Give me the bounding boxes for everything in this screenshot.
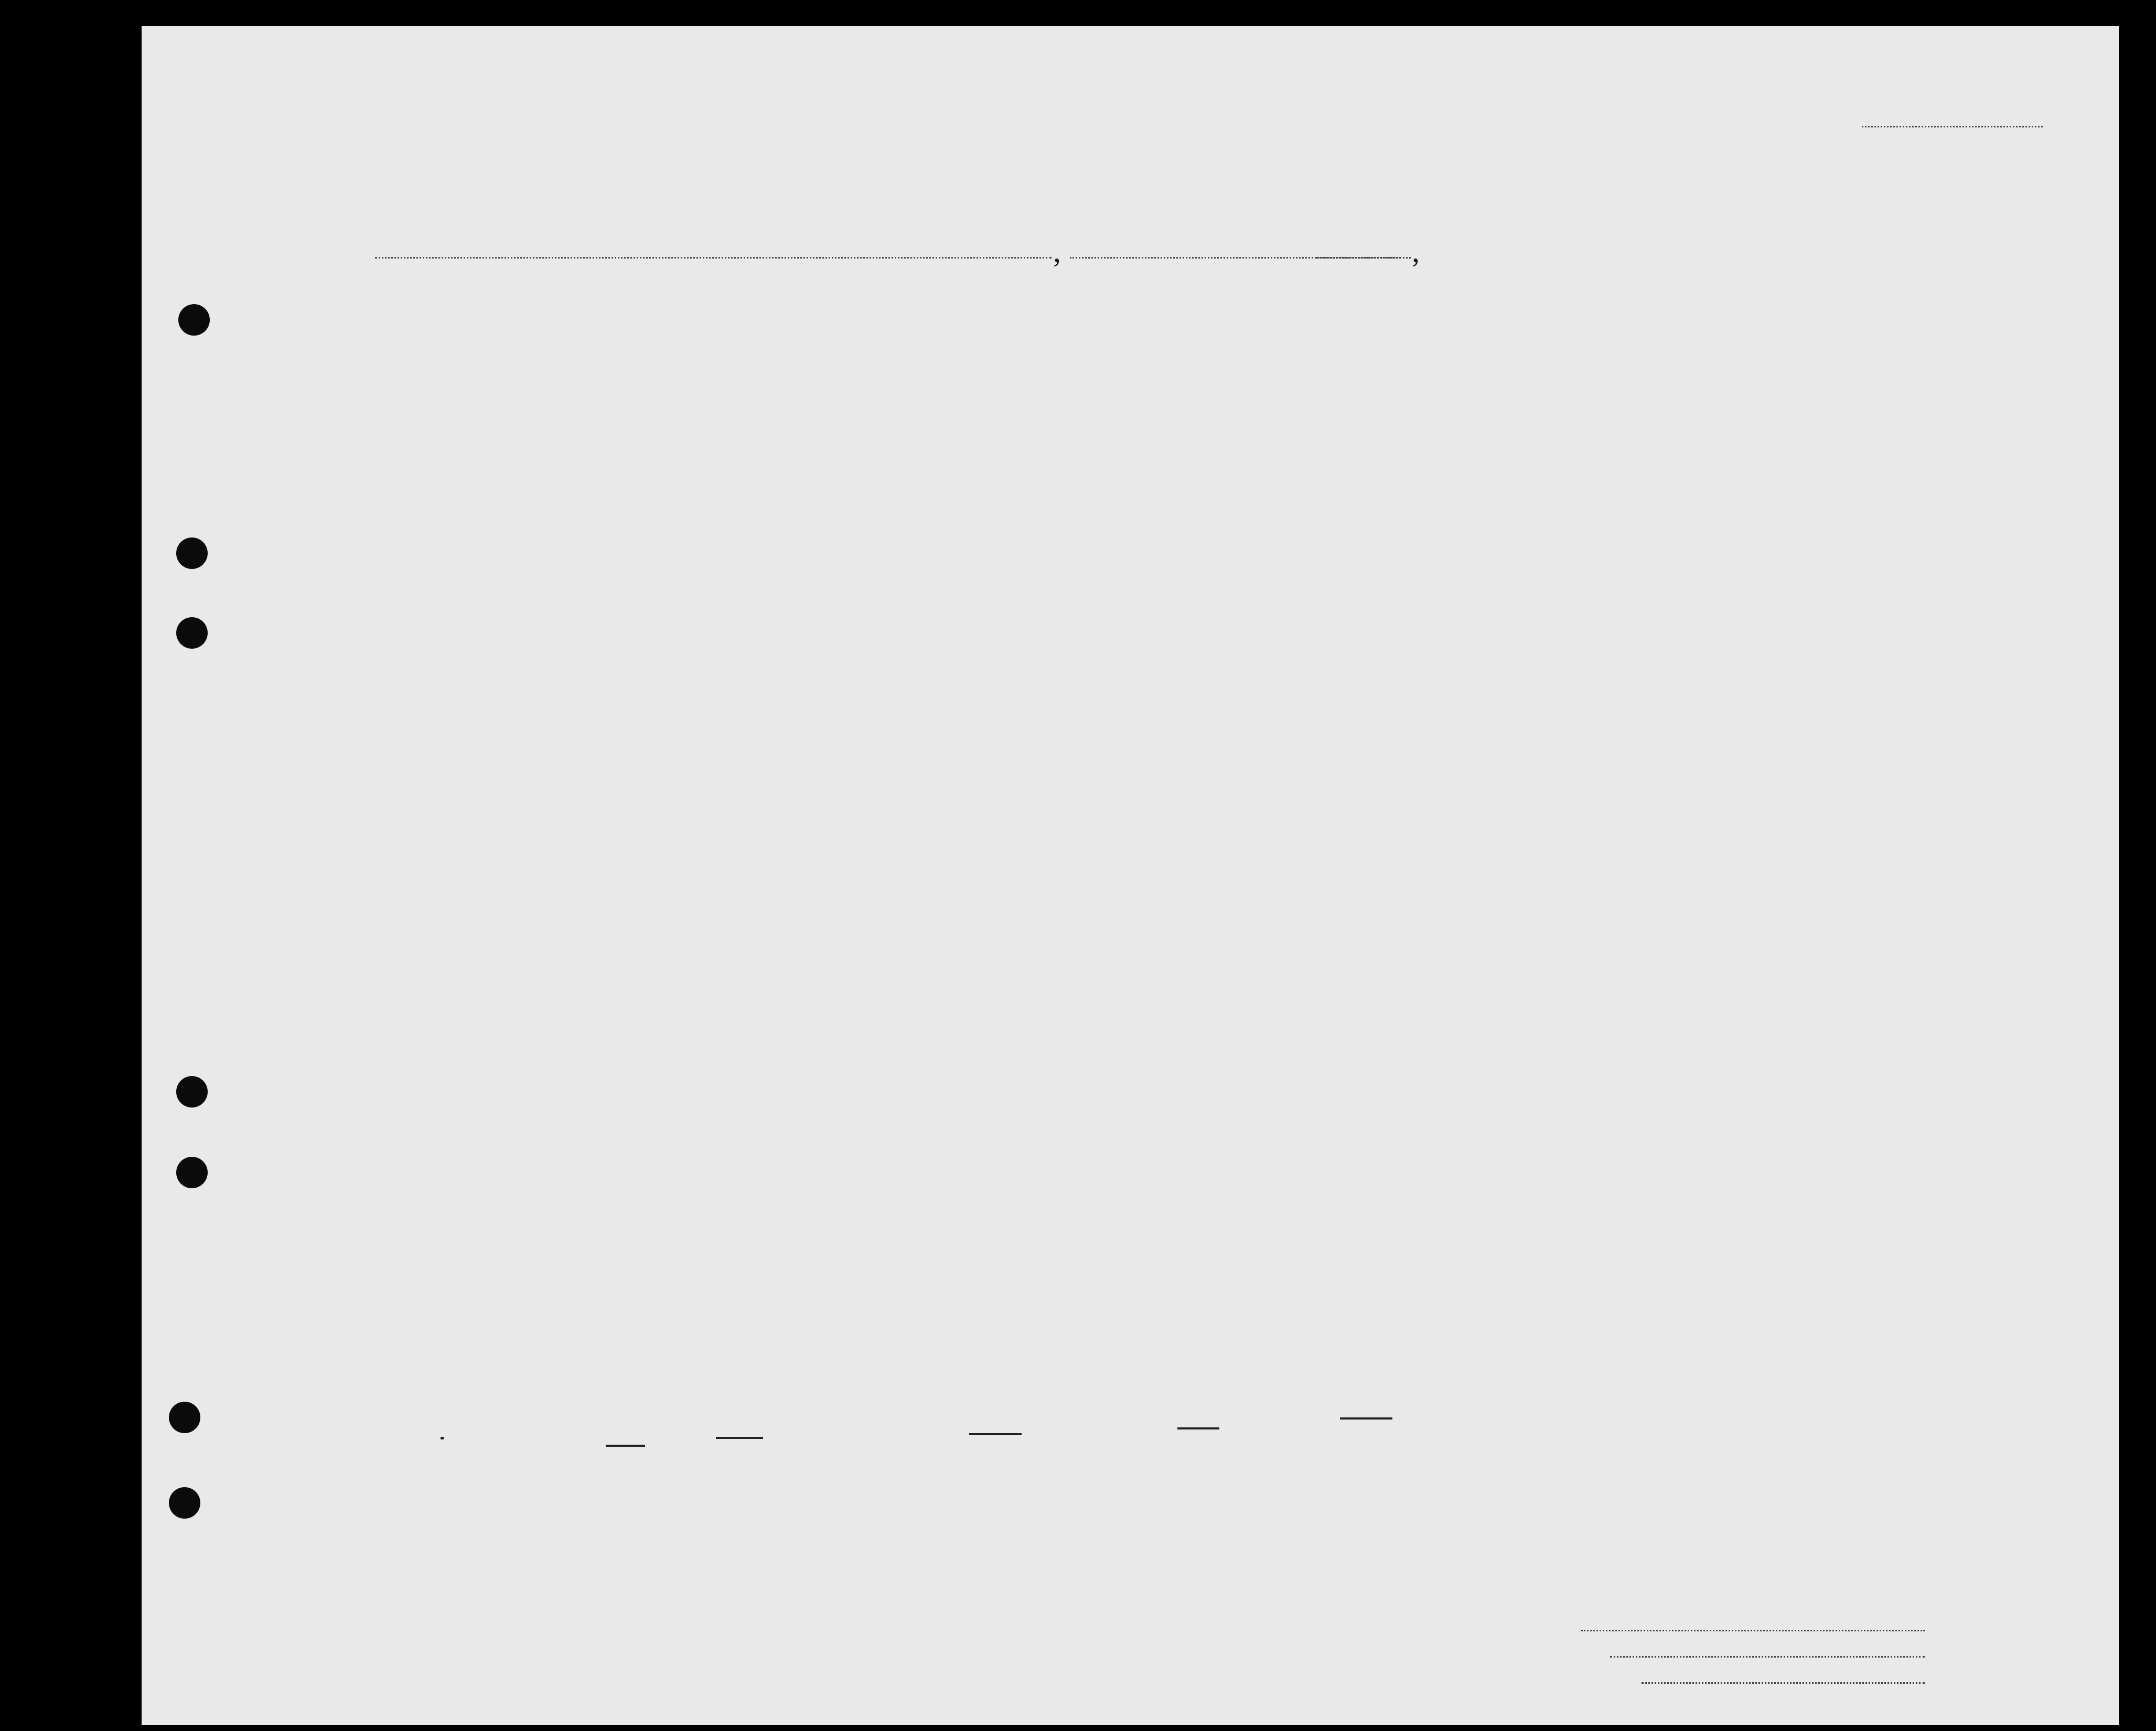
col31-header [1558, 302, 1579, 430]
col19-header [619, 299, 645, 427]
col27-header [1416, 302, 1435, 430]
col30-header [1531, 302, 1552, 430]
col28-header [1442, 302, 1489, 430]
comma-separator-2: , [1412, 234, 1420, 268]
col25-header [1348, 302, 1379, 430]
ink-mark [606, 1445, 645, 1447]
col24-citizen-header [1314, 325, 1337, 430]
ink-mark [1340, 1417, 1392, 1420]
ink-mark [969, 1433, 1022, 1435]
punch-hole [176, 617, 208, 649]
col34-inches [1746, 383, 1770, 430]
col24-return-header [1235, 325, 1282, 430]
comma-separator: , [1053, 234, 1061, 268]
ink-mark [441, 1437, 444, 1439]
punch-hole [176, 1157, 208, 1188]
table-grid [142, 26, 2119, 1725]
punch-hole [176, 537, 208, 569]
owners-field[interactable] [1610, 1656, 1925, 1658]
punch-hole [169, 1487, 200, 1519]
col21-header [754, 299, 777, 427]
punch-hole [169, 1402, 200, 1433]
col34-feet [1723, 383, 1744, 430]
line-field[interactable] [1581, 1630, 1925, 1631]
punch-hole [178, 304, 210, 336]
ink-mark [716, 1437, 763, 1439]
manifest-sheet [142, 26, 2119, 1725]
col29-header [1497, 302, 1529, 430]
col24-length-header [1285, 325, 1310, 430]
local-agents-field[interactable] [1642, 1682, 1925, 1684]
col26-header [1390, 302, 1409, 430]
ink-mark [1177, 1427, 1219, 1429]
punch-hole [176, 1076, 208, 1108]
